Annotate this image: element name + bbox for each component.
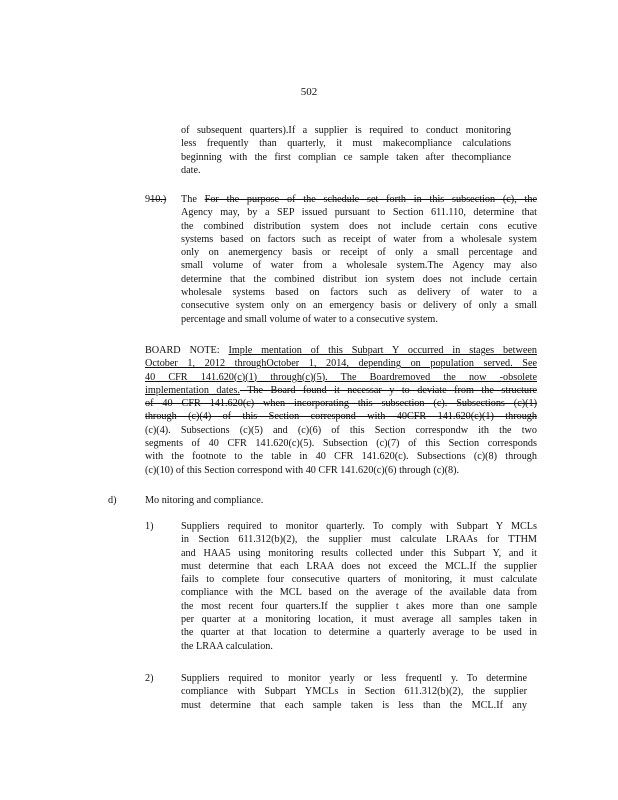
item-d2-text [181,672,527,712]
text-line: compliance with Subpart YMCLs in Section 611.312(b)(2), the supplier [181,686,527,698]
underlined-text: implementation dates. [145,384,240,396]
item-d2-label: 2) [145,673,154,684]
text-line: must determine that each LRAA does not exceed the MCL.If the supplier [181,560,537,572]
text-line: the most recent four quarters.If the supplier t akes more than one sample [181,600,537,612]
underlined-text: 40 CFR 141.620(c)(1) through(c)(5). The Boardremoved the now -obsolete [145,371,537,383]
text-line: consecutive system only on an emergency basis or delivery of only a small [181,300,537,312]
item-d1-label: 1) [145,521,154,532]
text-line [145,384,537,397]
paragraph-c10-label [145,193,166,206]
text-line [145,344,537,357]
text-line: date. [181,164,201,176]
item-d1-text [181,520,537,653]
text-line [145,397,537,410]
text-line [181,193,537,206]
text-line: Suppliers required to monitor quarterly. To comply with Subpart Y MCLs [181,521,537,532]
text-line: wholesale systems based on factors such as delivery of water to a [181,287,537,299]
text-line [145,357,537,370]
text-line: the quarter at that location to determine a quarterly average to be used in [181,627,537,639]
underlined-text: October 1, 2012 throughOctober 1, 2014, depending on population served. See [145,358,537,370]
page-number: 502 [300,86,318,98]
text-line: of subsequent quarters).If a supplier is required to conduct monitoring [181,125,511,136]
text-line: with the footnote to the table in 40 CFR 141.620(c). Subsections (c)(8) through [145,451,537,463]
section-d-heading: Mo nitoring and compliance. [145,495,264,506]
struck-text: through (c)(4) of this Section correspond with 40CFR 141.620(c)(1) through [145,411,537,423]
underlined-text: Imple mentation of this Subpart Y occurred in stages between [228,345,537,356]
text-line: only on anemergency basis or receipt of only a small percentage and [181,247,537,259]
struck-label-number: 9 [145,194,151,205]
text-segment: BOARD NOTE: [145,345,229,356]
text-line [145,371,537,384]
text-line: less frequently than quarterly, it must makecompliance calculations [181,138,511,150]
struck-text: of 40 CFR 141.620(c) when incorporating this subsection (c). Subsections (c)(1) [145,398,537,410]
text-line [145,410,537,423]
text-line: segments of 40 CFR 141.620(c)(5). Subsection (c)(7) of this Section corresponds [145,438,537,450]
text-line: small volume of water from a wholesale system.The Agency may also [181,260,537,272]
text-line: fails to complete four consecutive quarters of monitoring, it must calculate [181,574,537,586]
text-line: the LRAA calculation. [181,640,273,652]
text-line: and HAA5 using monitoring results collected under this Subpart Y, and it [181,547,537,559]
text-line: percentage and small volume of water to a consecutive system. [181,313,438,325]
text-line: systems based on factors such as receipt of water from a wholesale system [181,233,537,245]
text-line: (c)(4). Subsections (c)(5) and (c)(6) of this Section correspondw ith the two [145,424,537,436]
text-line: compliance with the MCL based on the average of the available data from [181,587,537,599]
struck-text: For the purpose of the schedule set forth in this subsection (c), the [204,194,538,205]
text-line: per quarter at a monitoring location, it must average all samples taken in [181,614,537,626]
struck-text: The Board found it necessar y to deviate from the structure [239,384,537,396]
text-line: determine that the combined distribut ion system does not include certain [181,273,537,285]
text-line: Agency may, by a SEP issued pursuant to Section 611.110, determine that [181,207,537,219]
paragraph-c10 [181,193,537,326]
text-line: (c)(10) of this Section correspond with 40 CFR 141.620(c)(6) through (c)(8). [145,464,460,476]
text-line: in Section 611.312(b)(2), the supplier must calculate LRAAs for TTHM [181,534,537,546]
section-d-label: d) [108,495,117,506]
text-segment: The [181,194,205,205]
board-note [145,344,537,477]
text-line: beginning with the first complian ce sample taken after thecompliance [181,151,511,163]
paragraph-c9-continuation [181,124,511,177]
struck-label-number: 10.) [150,194,167,205]
text-line: must determine that each sample taken is less than the MCL.If any [181,699,527,711]
text-line: Suppliers required to monitor yearly or less frequentl y. To determine [181,673,527,684]
text-line: the combined distribution system does not include certain cons ecutive [181,220,537,232]
